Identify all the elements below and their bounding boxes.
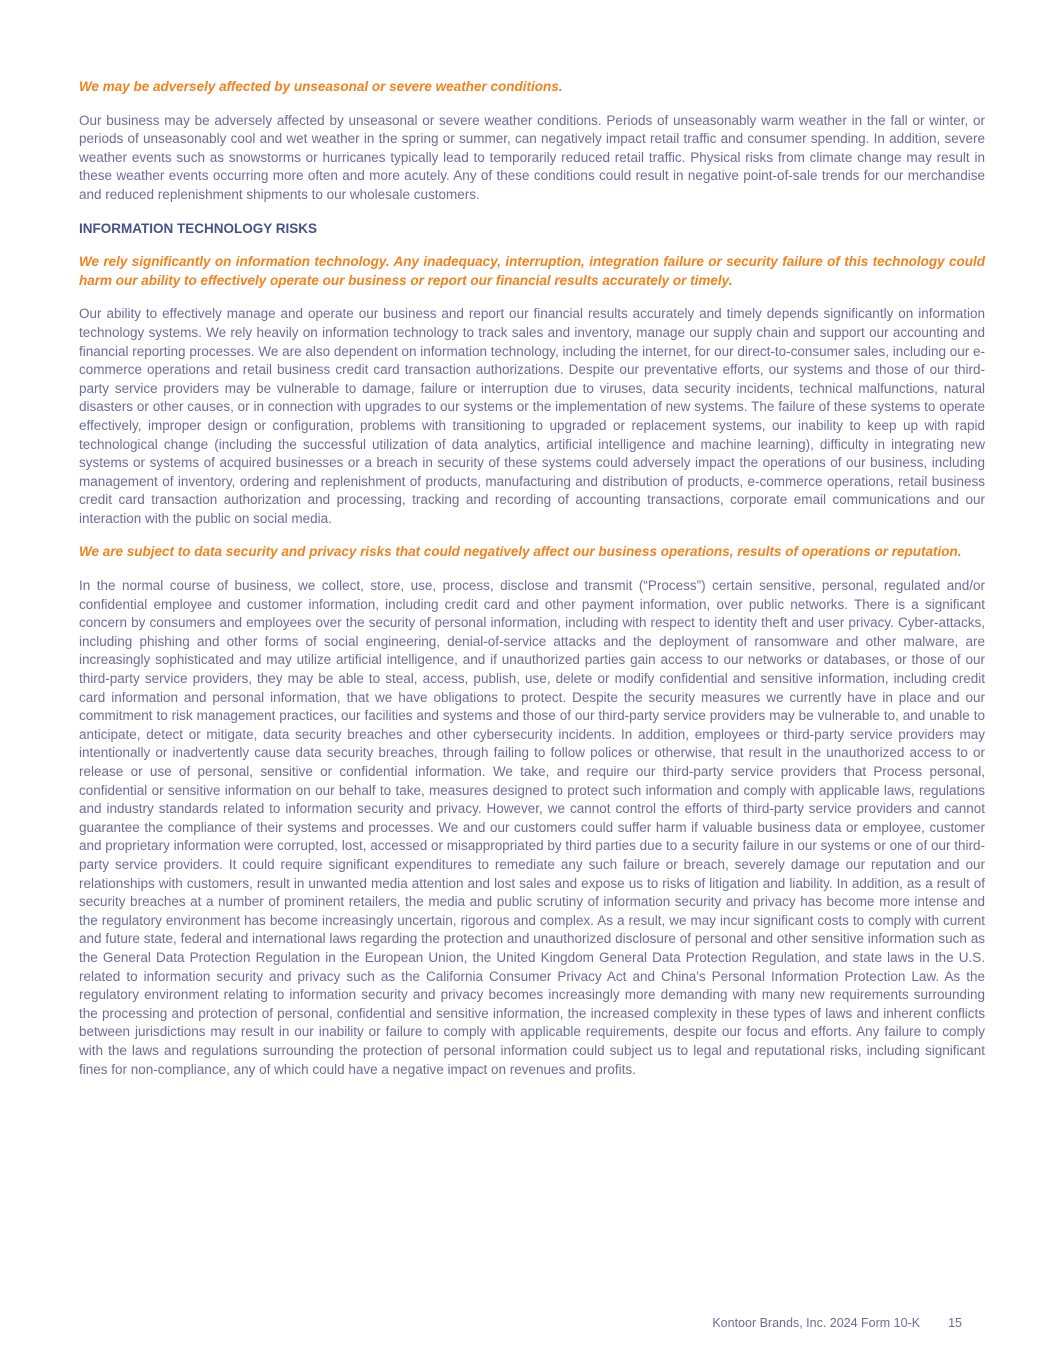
risk-heading-data-security-privacy: We are subject to data security and privacy risks that could negatively affect our business operations, results of operations or reputation. [79,544,962,560]
page-footer [712,1316,962,1331]
risk-heading-weather: We may be adversely affected by unseasonal or severe weather conditions. [79,79,563,94]
paragraph-weather: Our business may be adversely affected by unseasonal or severe weather conditions. Periods of unseasonably warm weather in the fall or winter, or periods of unseasonably cool and wet weather in the spring or summer, can negatively impact retail traffic and consumer spending. In addition, severe weather events such as snowstorms or hurricanes typically lead to temporarily reduced retail traffic. Physical risks from climate change may result in these weather events occurring more often and more acutely. Any of these conditions could result in negative point-of-sale trends for our merchandise and reduced replenishment shipments to our wholesale customers. [79,112,985,202]
risk-factors-content [79,78,985,1094]
paragraph-data-security-privacy: In the normal course of business, we collect, store, use, process, disclose and transmit (“Process”) certain sensitive, personal, regulated and/or confidential employee and customer information, including credit card and other payment information, over public networks. There is a significant concern by consumers and employees over the security of personal information, including with respect to identity theft and user privacy. Cyber-attacks, including phishing and other forms of social engineering, denial-of-service attacks and the deployment of ransomware and other malware, are increasingly sophisticated and may utilize artificial intelligence, and if unauthorized parties gain access to our networks or databases, or those of our third-party service providers, they may be able to steal, access, publish, use, delete or modify confidential and sensitive information, including credit card information and personal information, that we have obligations to protect. Despite the security measures we currently have in place and our commitment to risk management practices, our facilities and systems and those of our third-party service providers may be vulnerable to, and unable to anticipate, detect or mitigate, data security breaches and other cybersecurity incidents. In addition, employees or third-party service providers may intentionally or inadvertently cause data security breaches, through failing to follow polices or otherwise, that result in the unauthorized access to or release or use of personal, sensitive or confidential information. We take, and require our third-party service providers that Process personal, confidential or sensitive information on our behalf to take, measures designed to protect such information and comply with applicable laws, regulations and industry standards related to information security and privacy. However, we cannot control the efforts of third-party service providers and cannot guarantee the compliance of their systems and processes. We and our customers could suffer harm if valuable business data or employee, customer and proprietary information were corrupted, lost, accessed or misappropriated by third parties due to a security failure in our systems or one of our third-party service providers. It could require significant expenditures to remediate any such failure or breach, severely damage our reputation and our relationships with customers, result in unwanted media attention and lost sales and expose us to risks of litigation and liability. In addition, as a result of security breaches at a number of prominent retailers, the media and public scrutiny of information security and privacy has become more intense and the regulatory environment has become increasingly uncertain, rigorous and complex. As a result, we may incur significant costs to comply with current and future state, federal and international laws regarding the protection and unauthorized disclosure of personal and other sensitive information such as the General Data Protection Regulation in the European Union, the United Kingdom General Data Protection Regulation, and state laws in the U.S. related to information security and privacy such as the California Consumer Privacy Act and China's Personal Information Protection Law. As the regulatory environment relating to information security and privacy becomes increasingly more demanding with many new requirements surrounding the processing and protection of personal, confidential and sensitive information, the increased complexity in these types of laws and inherent conflicts between jurisdictions may result in our inability or failure to comply with applicable requirements, despite our focus and efforts. Any failure to comply with the laws and regulations surrounding the protection of personal information could subject us to legal and reputational risks, including significant fines for non-compliance, any of which could have a negative impact on revenues and profits. [79,578,985,1077]
footer-company-line: Kontoor Brands, Inc. 2024 Form 10-K [712,1316,921,1330]
paragraph-information-technology: Our ability to effectively manage and operate our business and report our financial results accurately and timely depends significantly on information technology systems. We rely heavily on information technology to track sales and inventory, manage our supply chain and support our accounting and financial reporting processes. We are also dependent on information technology, including the internet, for our direct-to-consumer sales, including our e-commerce operations and retail business credit card transaction authorizations. Despite our preventative efforts, our systems and those of our third-party service providers may be vulnerable to damage, failure or interruption due to viruses, data security incidents, technical malfunctions, natural disasters or other causes, or in connection with upgrades to our systems or the implementation of new systems. The failure of these systems to operate effectively, improper design or configuration, problems with transitioning to upgraded or replacement systems, our inability to keep up with rapid technological change (including the successful utilization of data analytics, artificial intelligence and machine learning), difficulty in integrating new systems or systems of acquired businesses or a breach in security of these systems could adversely impact the operations of our business, including management of inventory, ordering and replenishment of products, manufacturing and distribution of products, e-commerce operations, retail business credit card transaction authorization and processing, tracking and recording of accounting transactions, corporate email communications and our interaction with the public on social media. [79,306,986,526]
footer-page-number: 15 [948,1316,962,1330]
risk-heading-information-technology: We rely significantly on information technology. Any inadequacy, interruption, integration failure or security failure of this technology could harm our ability to effectively operate our business or report our financial results accurately or timely. [79,254,985,288]
section-heading-information-technology-risks: INFORMATION TECHNOLOGY RISKS [79,220,318,236]
